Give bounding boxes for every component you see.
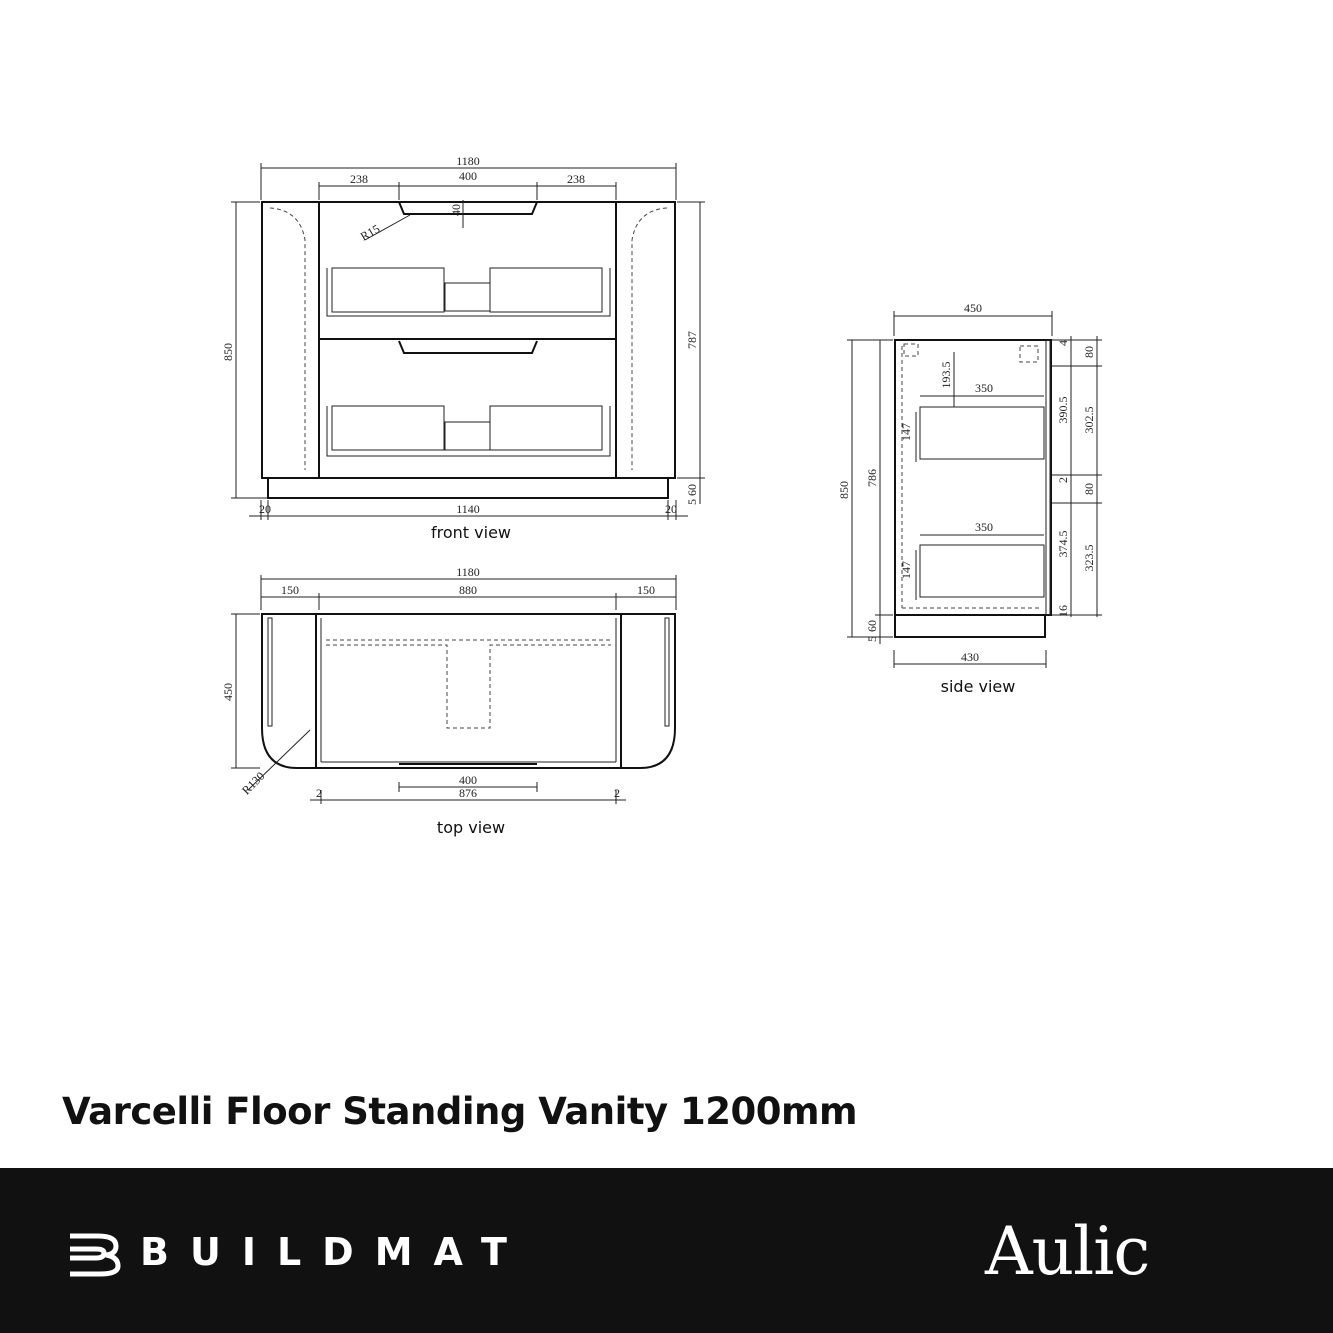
top-dim-gap-left: 2 [316,786,322,800]
top-dim-overall-width: 1180 [456,565,480,579]
side-dim-base-depth: 430 [961,650,979,664]
side-dim-lower-front: 80 [1082,483,1096,495]
front-dim-height: 850 [221,343,235,361]
front-dim-radius: R15 [357,221,383,244]
side-dim-upper-inner: 302.5 [1082,406,1096,434]
top-view [221,565,676,837]
side-dim-lower-span: 374.5 [1056,530,1070,558]
top-dim-inner: 876 [459,786,477,800]
side-dim-drawer-depth-lower: 350 [975,520,993,534]
side-dim-body-height: 786 [865,469,879,487]
side-dim-upper-front: 80 [1082,346,1096,358]
front-dim-handle-depth: 40 [449,204,463,216]
front-view-caption: front view [431,523,511,542]
side-dim-top-gap: 4 [1056,340,1070,346]
side-dim-depth: 450 [964,301,982,315]
top-dim-side-left: 150 [281,583,299,597]
side-dim-drawer-depth-upper: 350 [975,381,993,395]
side-dim-bottom-gap: 16 [1056,605,1070,617]
side-dim-height: 850 [837,481,851,499]
front-dim-body-height: 787 [685,331,699,349]
side-dim-plinth-offset: 5 [865,636,879,642]
footer-brand: BUILDMAT [140,1230,528,1274]
side-view-caption: side view [940,677,1016,696]
front-dim-plinth: 60 [685,484,699,496]
top-dim-radius: R130 [239,769,268,798]
footer-partner: Aulic [985,1213,1150,1290]
top-dim-gap-right: 2 [614,786,620,800]
top-dim-middle: 880 [459,583,477,597]
side-dim-plinth: 60 [865,620,879,632]
top-dim-depth: 450 [221,683,235,701]
top-dim-side-right: 150 [637,583,655,597]
side-dim-mid-gap: 2 [1056,477,1070,483]
front-dim-base-width: 1140 [456,502,480,516]
front-dim-inner-right: 238 [567,172,585,186]
front-dim-inner-left: 238 [350,172,368,186]
front-dim-side-right: 20 [665,502,677,516]
top-dim-handle: 400 [459,773,477,787]
top-view-caption: top view [436,818,506,837]
buildmat-logo-icon [66,1232,122,1278]
side-dim-upper-offset: 193.5 [939,361,953,389]
front-dim-plinth-offset: 5 [685,499,699,505]
front-dim-side-left: 20 [259,502,271,516]
front-view [221,154,705,542]
front-dim-handle: 400 [459,169,477,183]
side-view [837,301,1102,696]
side-dim-upper-span: 390.5 [1056,396,1070,424]
side-dim-drawer-h-upper: 147 [899,423,913,441]
product-title: Varcelli Floor Standing Vanity 1200mm [62,1090,858,1133]
side-dim-drawer-h-lower: 147 [899,561,913,579]
front-dim-overall-width: 1180 [456,154,480,168]
side-dim-lower-inner: 323.5 [1082,544,1096,572]
